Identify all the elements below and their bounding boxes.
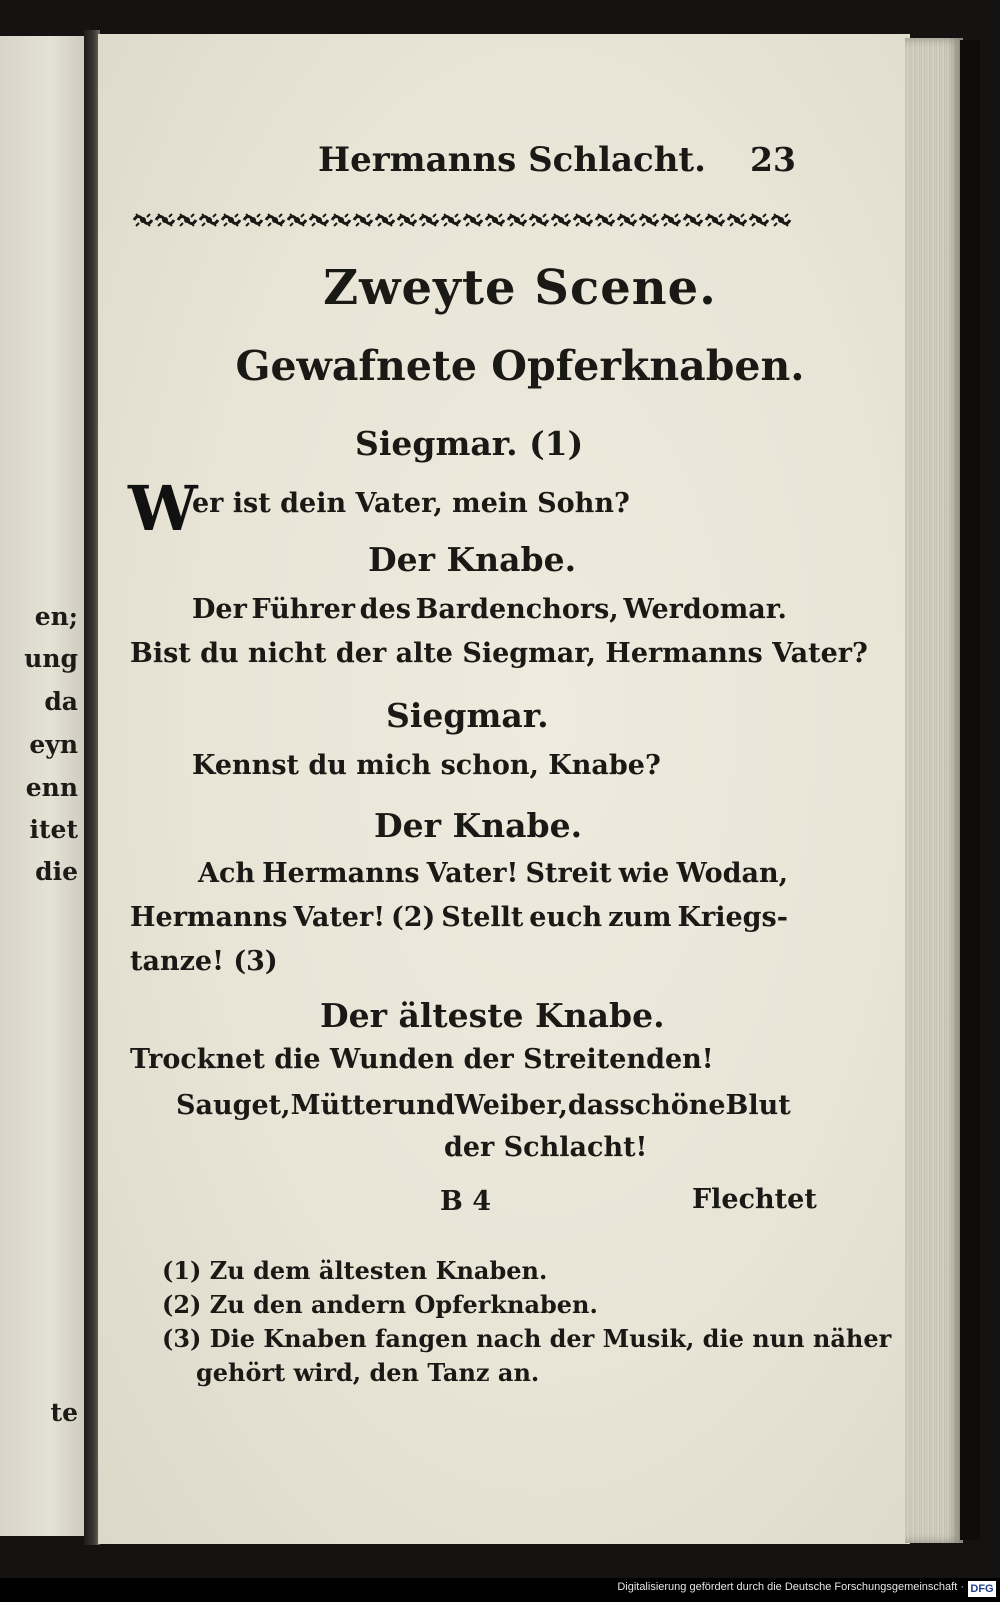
dialogue-line: Kennst du mich schon, Knabe? bbox=[192, 750, 661, 781]
word: Streit bbox=[525, 858, 612, 889]
word: Vater! bbox=[293, 902, 386, 933]
dialogue-line bbox=[192, 594, 787, 625]
word: Weiber, bbox=[454, 1090, 568, 1121]
ornament-rule bbox=[132, 210, 792, 230]
word: Bardenchors, bbox=[415, 594, 619, 625]
dialogue-line bbox=[176, 1090, 791, 1121]
footnote: (1) Zu dem ältesten Knaben. bbox=[162, 1256, 548, 1285]
dialogue-line: der Schlacht! bbox=[444, 1132, 648, 1163]
word: zum bbox=[608, 902, 672, 933]
word: schöne bbox=[619, 1090, 726, 1121]
footnote: (3) Die Knaben fangen nach der Musik, die nun näher bbox=[162, 1324, 892, 1353]
page-number: 23 bbox=[750, 140, 796, 179]
catchword: Flechtet bbox=[692, 1184, 817, 1215]
dialogue-line bbox=[198, 858, 788, 889]
word: (2) bbox=[390, 902, 436, 933]
running-title: Hermanns Schlacht. bbox=[318, 140, 706, 180]
drop-cap: W bbox=[128, 472, 198, 545]
dialogue-line: er ist dein Vater, mein Sohn? bbox=[192, 488, 630, 519]
left-page-fragment: itet bbox=[29, 815, 78, 844]
footnote: gehört wird, den Tanz an. bbox=[196, 1358, 540, 1387]
scene-title: Zweyte Scene. bbox=[323, 260, 717, 316]
speaker-aeltester-knabe: Der älteste Knabe. bbox=[320, 996, 665, 1035]
word: Kriegs- bbox=[677, 902, 788, 933]
word: Blut bbox=[725, 1090, 791, 1121]
word: Wodan, bbox=[676, 858, 788, 889]
speaker-siegmar: Siegmar. (1) bbox=[355, 424, 584, 463]
dialogue-line: tanze! (3) bbox=[130, 946, 278, 977]
word: euch bbox=[529, 902, 603, 933]
scene-subtitle: Gewafnete Opferknaben. bbox=[235, 342, 805, 390]
word: Stellt bbox=[441, 902, 524, 933]
dialogue-line bbox=[130, 902, 788, 933]
word: Vater! bbox=[426, 858, 519, 889]
speaker-knabe: Der Knabe. bbox=[374, 806, 583, 845]
word: Sauget, bbox=[176, 1090, 291, 1121]
dialogue-line: Bist du nicht der alte Siegmar, Hermanns Vater? bbox=[130, 638, 868, 669]
footnote: (2) Zu den andern Opferknaben. bbox=[162, 1290, 598, 1319]
dfg-logo: DFG bbox=[968, 1581, 996, 1597]
left-page-fragment: te bbox=[50, 1398, 78, 1427]
word: Werdomar. bbox=[623, 594, 787, 625]
left-page-fragment: enn bbox=[25, 773, 78, 802]
left-page-fragment: da bbox=[44, 687, 78, 716]
word: wie bbox=[618, 858, 670, 889]
word: des bbox=[359, 594, 411, 625]
left-page-fragment: en; bbox=[34, 602, 78, 631]
dialogue-line: Trocknet die Wunden der Streitenden! bbox=[130, 1044, 714, 1075]
word: Der bbox=[192, 594, 247, 625]
word: Mütter bbox=[290, 1090, 397, 1121]
word: das bbox=[567, 1090, 620, 1121]
speaker-knabe: Der Knabe. bbox=[368, 540, 577, 579]
left-page-fragment: eyn bbox=[29, 730, 78, 759]
word: Hermanns bbox=[262, 858, 420, 889]
left-page-fragment: die bbox=[35, 857, 78, 886]
word: Hermanns bbox=[130, 902, 288, 933]
word: und bbox=[396, 1090, 455, 1121]
speaker-siegmar: Siegmar. bbox=[386, 696, 549, 735]
signature-mark: B 4 bbox=[440, 1186, 492, 1217]
left-page-fragment: ung bbox=[24, 644, 78, 673]
word: Führer bbox=[251, 594, 356, 625]
footer-credit: Digitalisierung gefördert durch die Deutsche Forschungsgemeinschaft · bbox=[617, 1581, 964, 1593]
word: Ach bbox=[198, 858, 256, 889]
